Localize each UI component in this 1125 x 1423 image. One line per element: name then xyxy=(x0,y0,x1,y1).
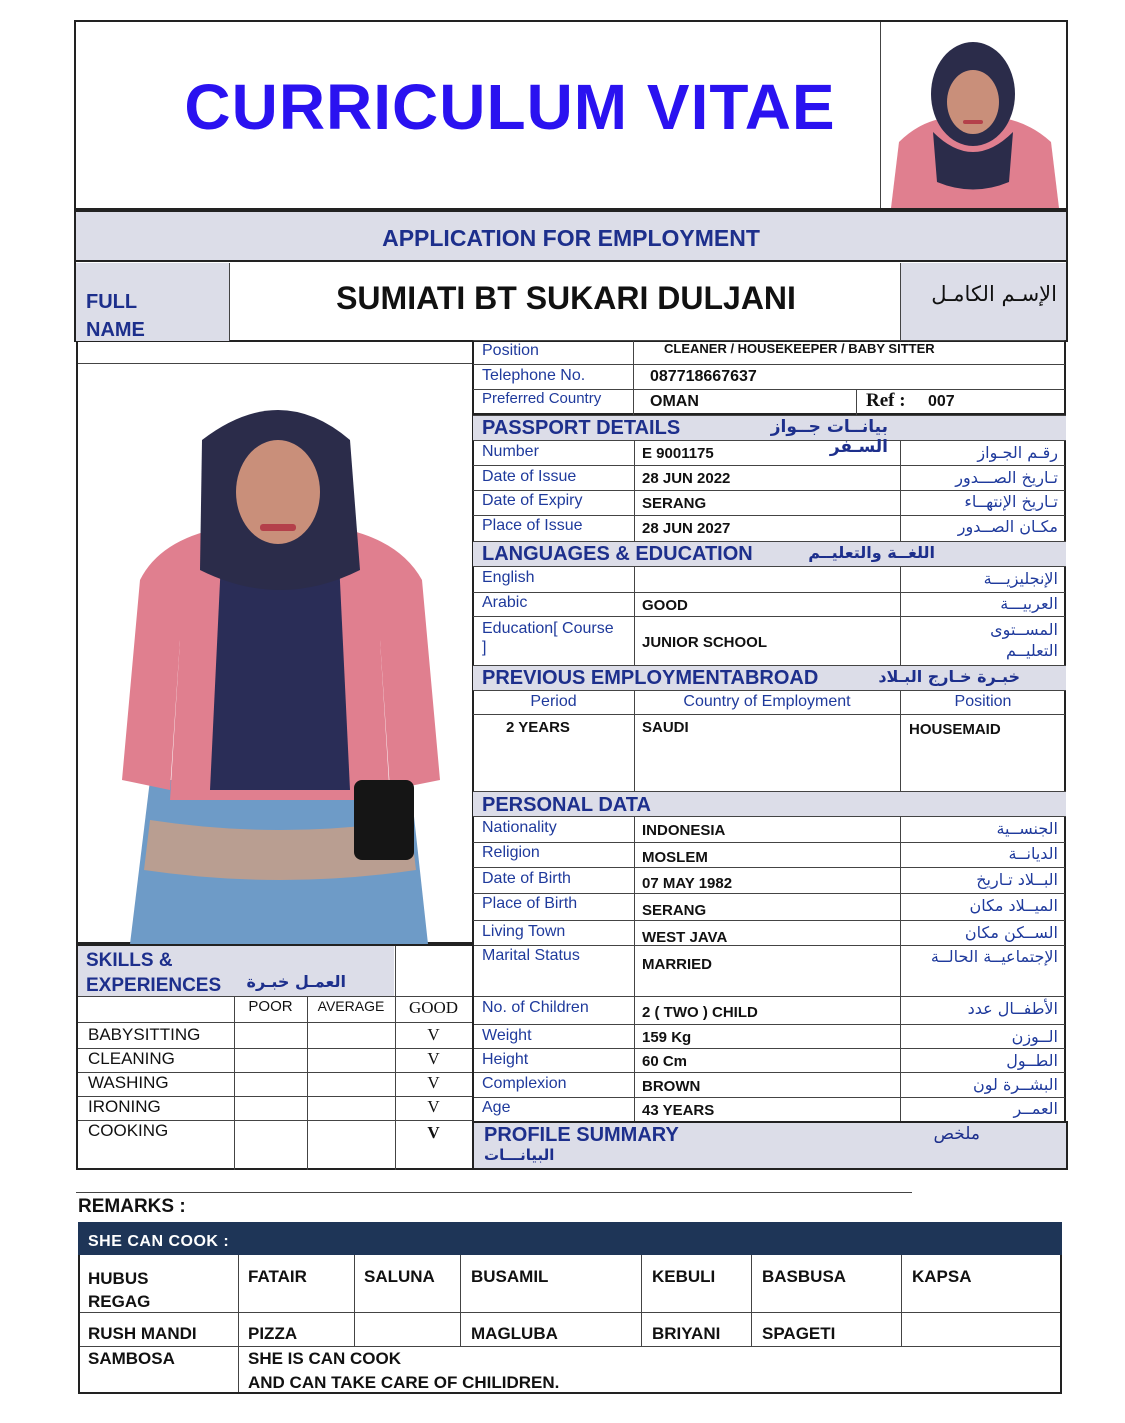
date-of-birth-label: Date of Birth xyxy=(482,870,571,887)
date-of-expiry-arabic: تـاريخ الإنتهــاء xyxy=(964,492,1058,511)
languages-header: LANGUAGES & EDUCATION xyxy=(482,543,753,565)
skills-divider-0 xyxy=(78,996,472,997)
age-arabic: العمــر xyxy=(1013,1099,1058,1118)
living-town-arabic: الســكن مكان xyxy=(964,923,1058,942)
religion-label: Religion xyxy=(482,844,540,861)
date-of-birth-value: 07 MAY 1982 xyxy=(642,875,733,892)
skill-cleaning: CLEANING xyxy=(88,1049,175,1068)
passport-header: PASSPORT DETAILS xyxy=(482,417,681,439)
weight-value: 159 Kg xyxy=(642,1029,692,1046)
cv-title: CURRICULUM VITAE xyxy=(184,71,836,143)
personal-divider-4 xyxy=(473,920,1065,921)
dish-pizza: PIZZA xyxy=(248,1324,298,1343)
marital-status-value: MARRIED xyxy=(642,956,712,973)
passport-col-2 xyxy=(900,441,901,541)
small-portrait-photo xyxy=(880,22,1066,208)
remarks-rule xyxy=(76,1192,912,1193)
skill-babysitting-mark: V xyxy=(427,1025,440,1044)
full-body-photo xyxy=(110,400,450,944)
languages-header-arabic: اللغــة والتعليــم xyxy=(808,543,935,562)
passport-number-value: E 9001175 xyxy=(642,445,714,462)
dish-kapsa: KAPSA xyxy=(912,1267,972,1286)
education-arabic: المســتوى التعليــم xyxy=(990,620,1058,660)
english-arabic: الإنجليزيـــة xyxy=(983,569,1058,588)
marital-status-label: Marital Status xyxy=(482,947,580,964)
dish-fatair: FATAIR xyxy=(248,1267,307,1286)
ref-label: Ref : xyxy=(866,390,906,411)
previous-country-value: SAUDI xyxy=(642,719,689,736)
skill-cooking: COOKING xyxy=(88,1121,169,1140)
telephone-label: Telephone No. xyxy=(482,367,586,384)
personal-divider-8 xyxy=(473,1048,1065,1049)
previous-period-value: 2 YEARS xyxy=(506,719,570,736)
previous-header-arabic: خبـرة خـارج البـلاد xyxy=(878,667,1020,686)
age-label: Age xyxy=(482,1099,511,1116)
date-of-issue-value: 28 JUN 2022 xyxy=(642,470,731,487)
dish-kebuli: KEBULI xyxy=(652,1267,716,1286)
cook-col-3 xyxy=(460,1255,461,1346)
skill-cooking-mark: V xyxy=(427,1123,440,1142)
languages-divider-2 xyxy=(473,616,1065,617)
dish-basbusa: BASBUSA xyxy=(762,1267,847,1286)
religion-arabic: الديانــة xyxy=(1008,844,1058,863)
cook-note-2: AND CAN TAKE CARE OF CHILIDREN. xyxy=(248,1373,560,1392)
personal-divider-5 xyxy=(473,945,1065,946)
full-name-arabic: الإسـم الكامـل xyxy=(931,282,1057,306)
preferred-country-value: OMAN xyxy=(650,393,699,410)
full-name-value: SUMIATI BT SUKARI DULJANI xyxy=(336,280,796,316)
cook-note-1: SHE IS CAN COOK xyxy=(248,1349,402,1368)
photo-top-strip xyxy=(78,342,472,364)
position-label: Position xyxy=(482,342,539,359)
cook-header: SHE CAN COOK : xyxy=(88,1233,230,1250)
languages-divider-1 xyxy=(473,592,1065,593)
date-of-birth-arabic: البــلاد تـاريخ xyxy=(976,870,1058,889)
children-label: No. of Children xyxy=(482,999,589,1016)
complexion-arabic: البشــرة لون xyxy=(973,1075,1058,1094)
place-of-issue-value: 28 JUN 2027 xyxy=(642,520,731,537)
skills-header-divider xyxy=(395,946,396,996)
weight-arabic: الــوزن xyxy=(1011,1027,1058,1046)
skill-ironing-mark: V xyxy=(427,1097,440,1116)
age-value: 43 YEARS xyxy=(642,1102,715,1119)
country-column-header: Country of Employment xyxy=(683,693,851,710)
application-header: APPLICATION FOR EMPLOYMENT xyxy=(382,225,760,251)
weight-label: Weight xyxy=(482,1027,532,1044)
skills-poor-header: POOR xyxy=(248,998,293,1015)
passport-header-arabic: بيانــات جــواز السـفر xyxy=(770,417,888,457)
dish-magluba: MAGLUBA xyxy=(471,1324,558,1343)
dish-busamil: BUSAMIL xyxy=(471,1267,549,1286)
personal-divider-9 xyxy=(473,1072,1065,1073)
dish-rush-mandi: RUSH MANDI xyxy=(88,1324,197,1343)
place-of-issue-label: Place of Issue xyxy=(482,517,583,534)
cook-divider-2 xyxy=(80,1346,1060,1347)
preferred-country-label: Preferred Country xyxy=(482,390,602,407)
personal-divider-6 xyxy=(473,996,1065,997)
personal-divider-1 xyxy=(473,842,1065,843)
education-label: Education[ Course ] xyxy=(482,620,614,656)
skill-cleaning-mark: V xyxy=(427,1049,440,1068)
passport-number-arabic: رقـم الجـواز xyxy=(977,443,1058,462)
cook-col-1 xyxy=(238,1255,239,1392)
full-name-label: FULL NAME xyxy=(86,291,145,341)
dish-briyani: BRIYANI xyxy=(652,1324,721,1343)
children-value: 2 ( TWO ) CHILD xyxy=(642,1004,758,1021)
cook-divider-1 xyxy=(80,1312,1060,1313)
passport-divider-2 xyxy=(473,490,1065,491)
arabic-value: GOOD xyxy=(642,597,688,614)
personal-header: PERSONAL DATA xyxy=(482,794,651,816)
personal-divider-10 xyxy=(473,1097,1065,1098)
marital-status-arabic: الإجتماعيــة الحالــة xyxy=(930,947,1058,966)
profile-summary-arabic: ملخص xyxy=(933,1124,980,1144)
profile-summary-arabic-sub: البيانـــات xyxy=(484,1146,555,1164)
height-value: 60 Cm xyxy=(642,1053,688,1070)
skills-good-header: GOOD xyxy=(408,998,459,1017)
date-of-issue-label: Date of Issue xyxy=(482,468,577,485)
remarks-label: REMARKS : xyxy=(78,1196,186,1217)
ref-value: 007 xyxy=(928,393,955,410)
personal-col-1 xyxy=(634,817,635,1121)
skill-babysitting: BABYSITTING xyxy=(88,1025,201,1044)
profile-summary-label: PROFILE SUMMARY xyxy=(484,1124,679,1146)
telephone-value: 087718667637 xyxy=(650,368,757,385)
passport-divider-3 xyxy=(473,515,1065,516)
children-arabic: الأطفــال عدد xyxy=(967,999,1058,1018)
english-label: English xyxy=(482,569,535,586)
place-of-birth-label: Place of Birth xyxy=(482,895,578,912)
height-arabic: الطــول xyxy=(1006,1051,1058,1070)
skills-divider-1 xyxy=(78,1022,472,1023)
dish-spageti: SPAGETI xyxy=(762,1324,836,1343)
place-of-birth-arabic: الميــلاد مكان xyxy=(969,896,1058,915)
personal-divider-3 xyxy=(473,893,1065,894)
passport-divider-1 xyxy=(473,465,1065,466)
position-column-header: Position xyxy=(954,693,1012,710)
previous-header: PREVIOUS EMPLOYMENTABROAD xyxy=(482,667,819,689)
cook-col-6 xyxy=(901,1255,902,1346)
place-of-birth-value: SERANG xyxy=(642,902,707,919)
divider-1 xyxy=(473,364,1065,365)
nationality-label: Nationality xyxy=(482,819,557,836)
complexion-label: Complexion xyxy=(482,1075,567,1092)
skill-ironing: IRONING xyxy=(88,1097,161,1116)
skill-washing: WASHING xyxy=(88,1073,169,1092)
dish-saluna: SALUNA xyxy=(364,1267,435,1286)
nationality-value: INDONESIA xyxy=(642,822,726,839)
previous-divider xyxy=(473,714,1065,715)
skill-washing-mark: V xyxy=(427,1073,440,1092)
passport-number-label: Number xyxy=(482,443,539,460)
personal-divider-7 xyxy=(473,1024,1065,1025)
cook-col-4 xyxy=(641,1255,642,1346)
skills-header-arabic: العمـل خبـرة xyxy=(246,972,346,991)
dish-hubus-regag: HUBUS REGAG xyxy=(88,1269,151,1311)
date-of-expiry-value: SERANG xyxy=(642,495,707,512)
complexion-value: BROWN xyxy=(642,1078,701,1095)
date-of-issue-arabic: تـاريخ الصـــدور xyxy=(955,468,1058,487)
previous-position-value: HOUSEMAID xyxy=(909,721,1001,738)
personal-divider-2 xyxy=(473,867,1065,868)
passport-col-1 xyxy=(634,441,635,541)
personal-col-2 xyxy=(900,817,901,1121)
nationality-arabic: الجنســية xyxy=(996,819,1058,838)
skills-average-header: AVERAGE xyxy=(317,998,385,1014)
living-town-label: Living Town xyxy=(482,923,566,940)
living-town-value: WEST JAVA xyxy=(642,929,728,946)
skills-header: SKILLS & EXPERIENCES xyxy=(86,950,222,996)
place-of-issue-arabic: مكـان الصــدور xyxy=(957,517,1058,536)
cook-col-2 xyxy=(354,1255,355,1346)
period-column-header: Period xyxy=(530,693,577,710)
arabic-arabic: العربيـــة xyxy=(1000,594,1058,613)
cook-col-5 xyxy=(751,1255,752,1346)
height-label: Height xyxy=(482,1051,529,1068)
religion-value: MOSLEM xyxy=(642,849,708,866)
dish-sambosa: SAMBOSA xyxy=(88,1349,175,1368)
position-value: CLEANER / HOUSEKEEPER / BABY SITTER xyxy=(664,341,935,356)
ref-divider xyxy=(856,390,857,415)
arabic-label: Arabic xyxy=(482,594,528,611)
date-of-expiry-label: Date of Expiry xyxy=(482,492,583,509)
education-value: JUNIOR SCHOOL xyxy=(642,634,768,651)
